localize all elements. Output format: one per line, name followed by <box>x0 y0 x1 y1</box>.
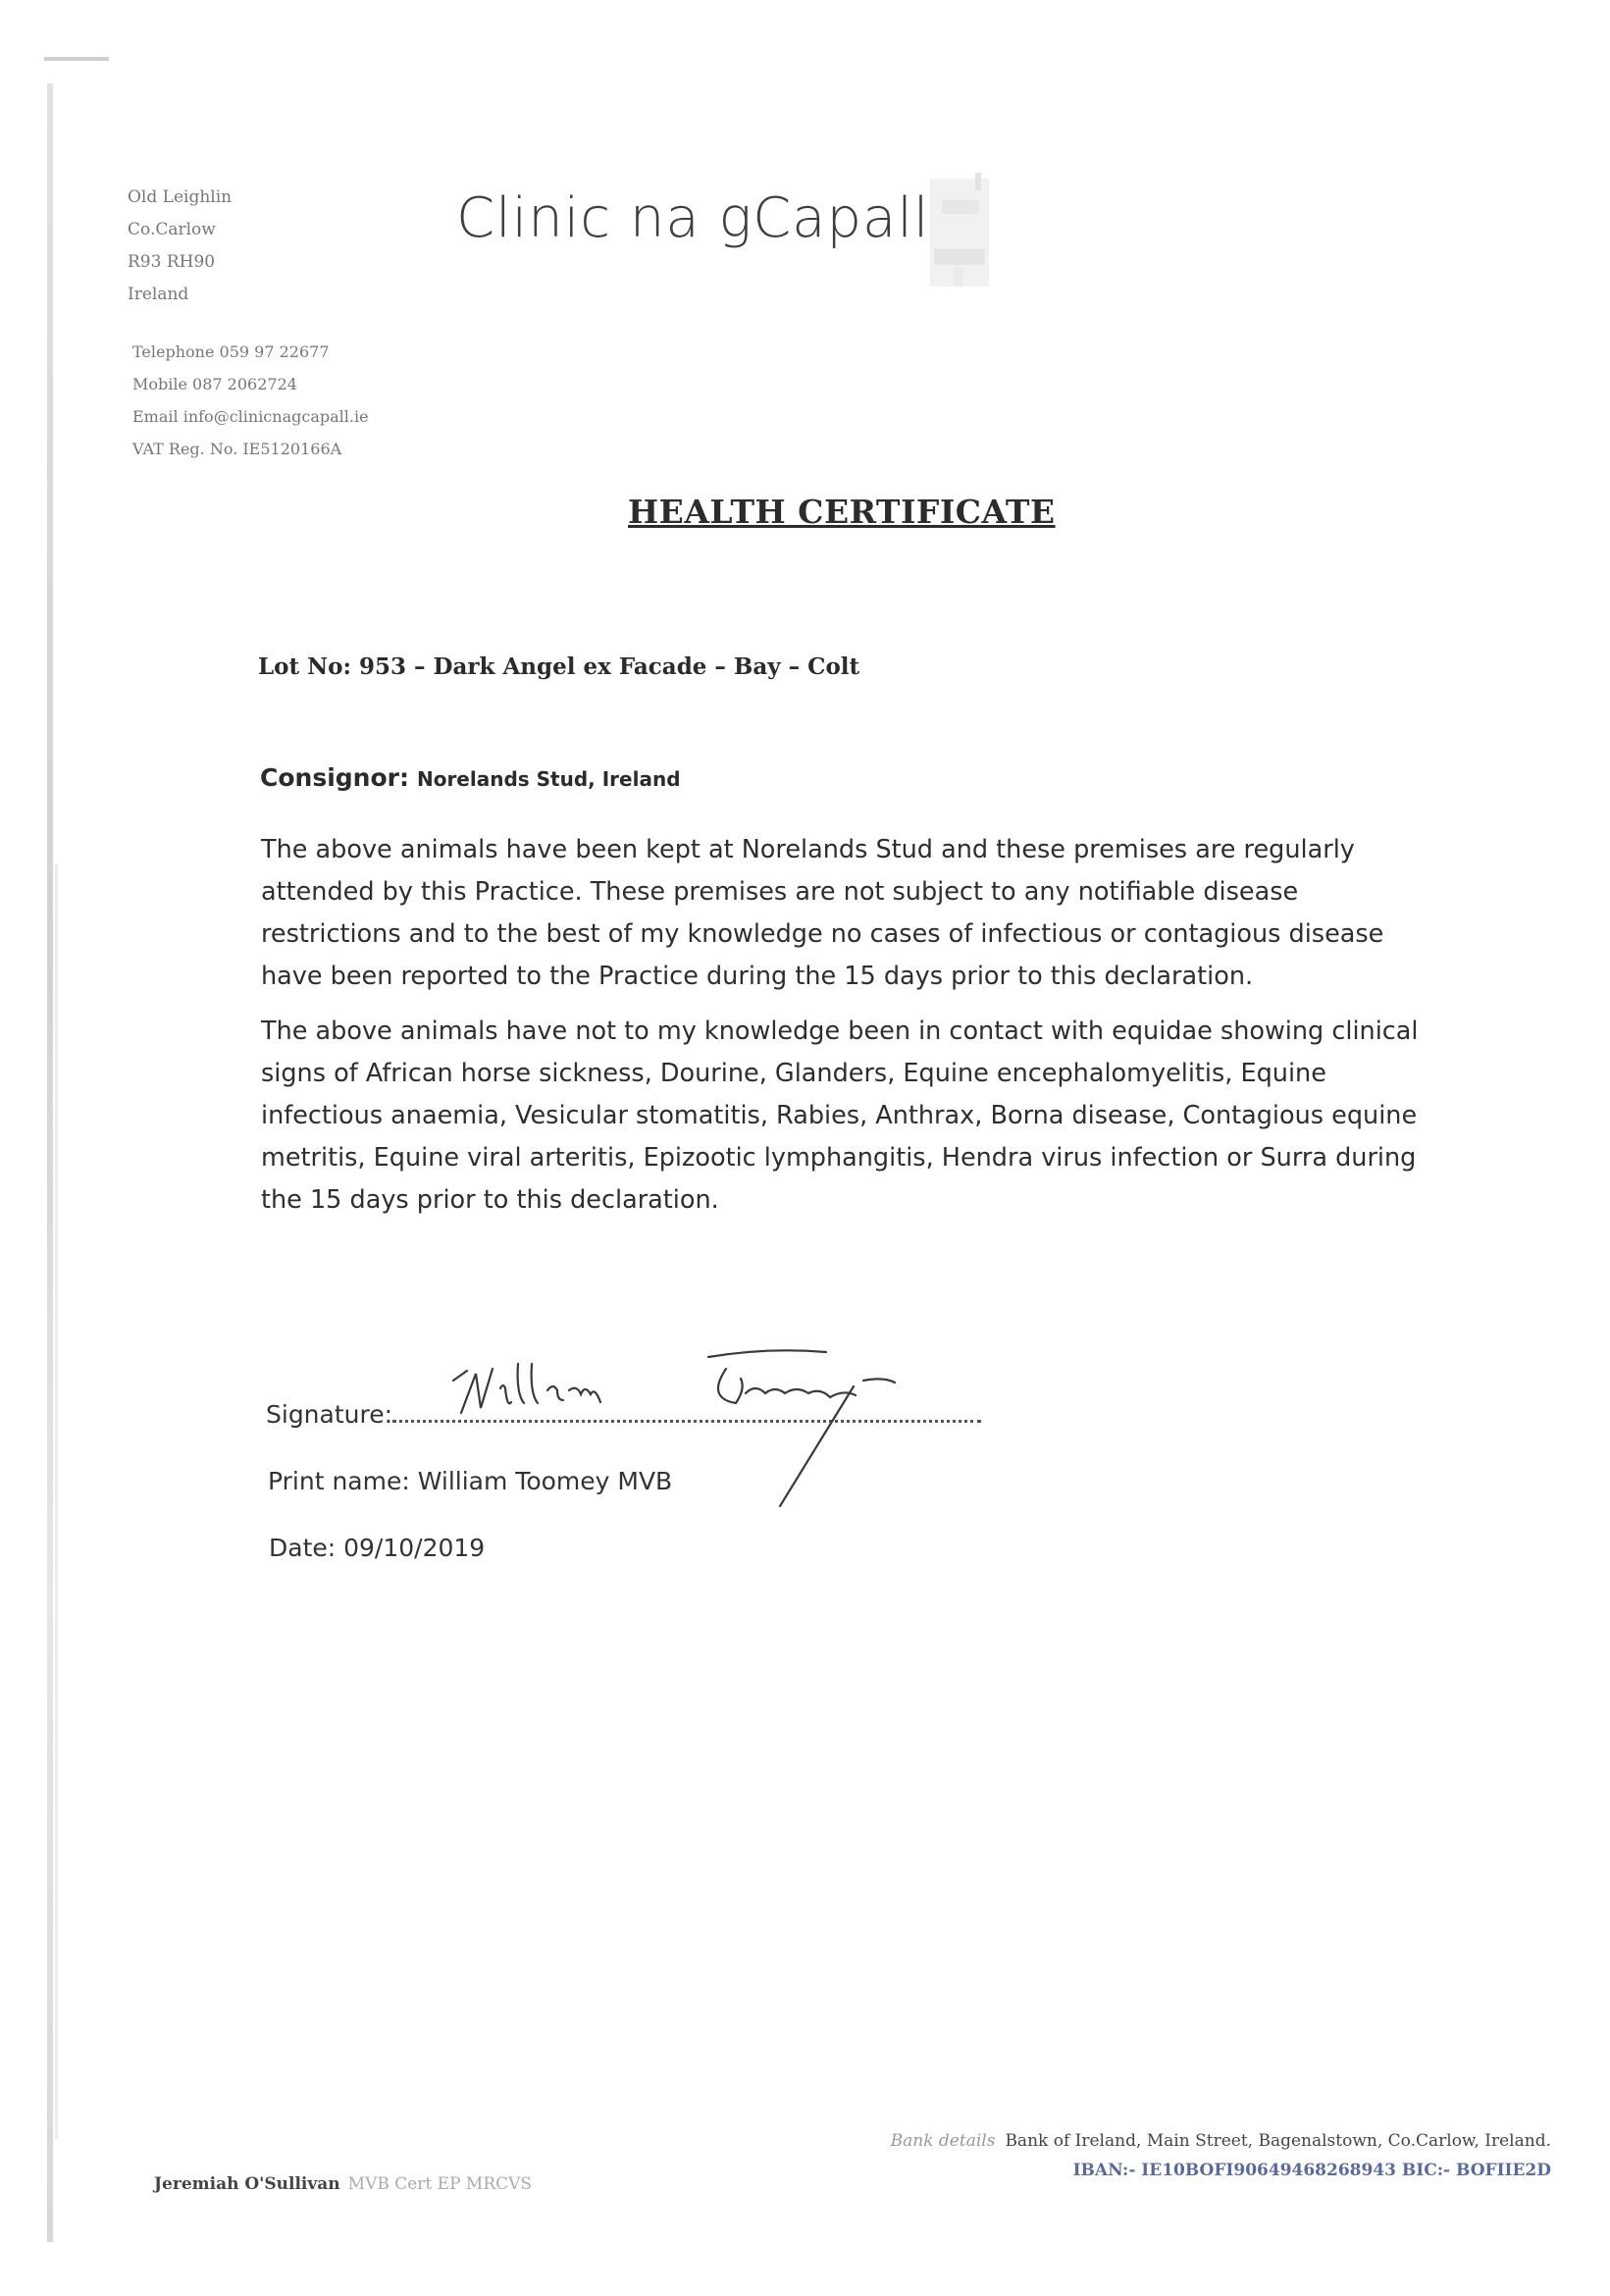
mobile: Mobile 087 2062724 <box>132 375 297 393</box>
iban-bic: IBAN:- IE10BOFI90649468268943 BIC:- BOFIIE2D <box>1072 2161 1551 2180</box>
address-line: R93 RH90 <box>128 252 216 272</box>
bank-address: Bank of Ireland, Main Street, Bagenalstown, Co.Carlow, Ireland. <box>1005 2131 1551 2151</box>
vet-credentials: MVB Cert EP MRCVS <box>347 2174 533 2194</box>
scan-edge-top <box>44 57 109 61</box>
vat-number: VAT Reg. No. IE5120166A <box>132 440 342 458</box>
page-title: HEALTH CERTIFICATE <box>628 493 1056 531</box>
signature-label: Signature: <box>266 1400 393 1429</box>
practice-contact <box>132 336 369 465</box>
consignor-line <box>260 763 681 792</box>
address-line: Old Leighlin <box>128 187 233 207</box>
lot-line: Lot No: 953 – Dark Angel ex Facade – Bay – Colt <box>258 653 860 680</box>
print-name: Print name: William Toomey MVB <box>268 1467 673 1495</box>
consignor-label: Consignor: <box>260 763 409 792</box>
footer-bank-details <box>891 2126 1551 2185</box>
bank-line <box>891 2126 1551 2156</box>
signature-date: Date: 09/10/2019 <box>269 1534 486 1562</box>
vet-name: Jeremiah O'Sullivan <box>154 2174 340 2194</box>
address-line: Ireland <box>128 285 189 304</box>
declaration-paragraph-2: The above animals have not to my knowledge been in contact with equidae showing clinical signs of African horse sickness, Dourine, Glanders, Equine encephalomyelitis, Equine infectious anaemia, Vesicular stomatitis, Rabies, Anthrax, Borna disease, Contagious equine metritis, Equine viral arteritis, Epizootic lymphangitis, Hendra virus infection or Surra during the 15 days prior to this declaration. <box>261 1017 1419 1215</box>
brand-wordmark: Clinic na gCapall <box>456 186 930 250</box>
email: Email info@clinicnagcapall.ie <box>132 407 369 426</box>
footer-vet-name <box>154 2174 532 2194</box>
consignor-value: Norelands Stud, Ireland <box>416 767 681 791</box>
address-line: Co.Carlow <box>128 220 216 239</box>
bank-label: Bank details <box>890 2131 996 2151</box>
practice-address <box>128 182 232 311</box>
horse-logo-icon <box>924 169 1003 296</box>
scan-edge-left <box>47 83 53 2242</box>
scan-edge-inner <box>55 863 58 2139</box>
declaration-paragraph-1: The above animals have been kept at Norelands Stud and these premises are regularly attended by this Practice. These premises are not subject to any notifiable disease restrictions and to the best of my knowledge no cases of infectious or contagious disease have been reported to the Practice during the 15 days prior to this declaration. <box>261 835 1384 991</box>
handwritten-signature <box>432 1330 981 1545</box>
telephone: Telephone 059 97 22677 <box>132 342 330 361</box>
